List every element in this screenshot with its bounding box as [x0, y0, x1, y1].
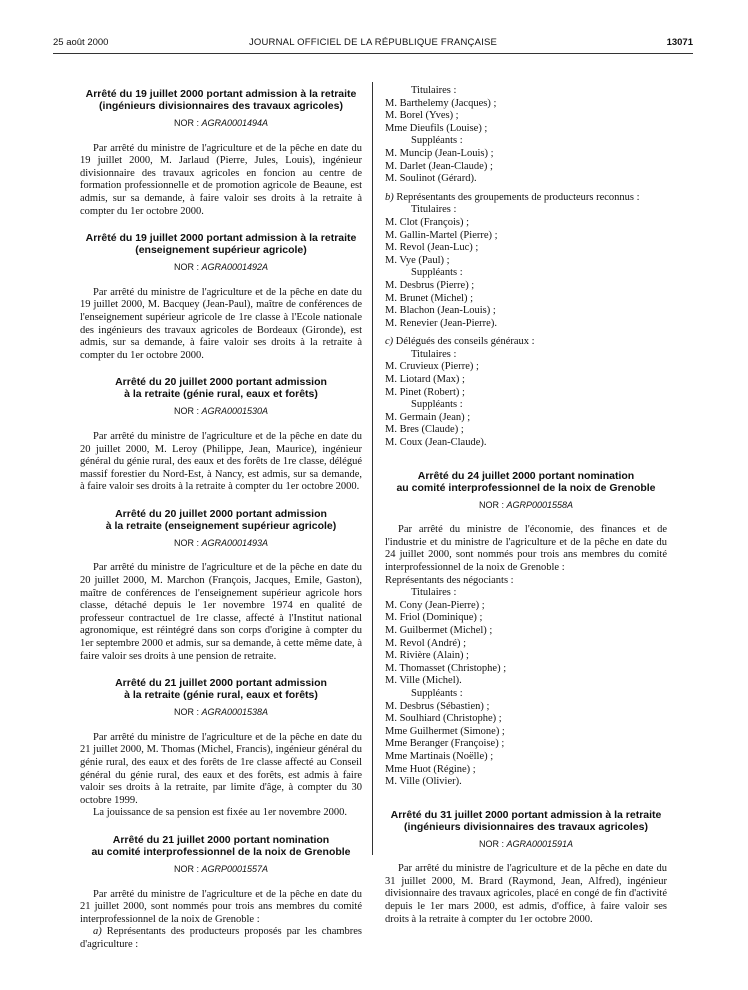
decree-body: Par arrêté du ministre de l'agriculture et de la pêche en date du 20 juillet 2000, M. Marchon (François, Jacques, Emile, Gaston), maître de conférences de l'enseignement supérieur agricole hors classe, détaché depuis le 1er novembre 1974 en qualité de professeur contractuel de 1re classe, affecté à l'Institut national agronomique, est réintégré dans son corps d'origine à compter du 1er septembre 2000 et admis, sur sa demande, à cette même date, à faire valoir ses droits à une pension de retraite. — [80, 562, 362, 662]
nor-label: NOR : — [173, 406, 199, 417]
nor-reference — [80, 706, 362, 719]
member-name: M. Darlet (Jean-Claude) ; — [385, 160, 493, 172]
member-name: M. Friol (Dominique) ; — [385, 612, 483, 624]
nor-reference — [80, 537, 362, 550]
member-name: M. Cruvieux (Pierre) ; — [385, 361, 479, 373]
spacer — [385, 450, 667, 470]
member-name: Mme Huot (Régine) ; — [385, 763, 476, 775]
decree-title — [80, 88, 362, 112]
titulaires-label: Titulaires : — [411, 85, 457, 96]
category-letter: b) — [385, 191, 394, 203]
decree-body: Par arrêté du ministre de l'agriculture et de la pêche en date du 19 juillet 2000, M. Jarlaud (Pierre, Jules, Louis), ingénieur divisionnaire des travaux agricoles en foncion au centre de formation professionnelle et de promotion agricole de Beaune, est admis, sur sa demande, à faire valoir ses droits à la retraite à compter du 1er octobre 2000. — [80, 142, 362, 217]
titulaires-label: Titulaires : — [411, 348, 457, 360]
decree-body: Par arrêté du ministre de l'agriculture et de la pêche en date du 19 juillet 2000, M. Bacquey (Jean-Paul), maître de conférences de l'enseignement supérieur agricole de 1re classe à l'Ecole nationale des ingénieurs des travaux agricoles de Bordeaux (Gironde), est admis, sur sa demande, à faire valoir ses droits à la retraite à compter du 1er octobre 2000. — [80, 286, 362, 361]
decree-title-line: Arrêté du 19 juillet 2000 portant admission à la retraite — [85, 88, 357, 100]
decree-title-line: (ingénieurs divisionnaires des travaux agricoles) — [404, 820, 648, 833]
member-name: M. Coux (Jean-Claude). — [385, 437, 487, 449]
member-name: M. Liotard (Max) ; — [385, 374, 465, 386]
suppleants-label: Suppléants : — [411, 687, 463, 699]
header-rule — [53, 53, 693, 54]
member-name: M. Soulinot (Gérard). — [385, 173, 477, 185]
nor-code: AGRA0001530A — [201, 406, 269, 417]
category-text: Représentants des groupements de producteurs reconnus : — [396, 191, 640, 203]
suppleants-label: Suppléants : — [411, 399, 463, 411]
decree-title-line: Arrêté du 21 juillet 2000 portant nomination — [112, 833, 330, 846]
member-name: M. Blachon (Jean-Louis) ; — [385, 305, 496, 317]
member-list-b — [385, 192, 667, 331]
decree-section — [80, 232, 362, 362]
suppleants-label: Suppléants : — [411, 267, 463, 279]
nor-reference — [385, 838, 667, 851]
category-heading — [385, 336, 667, 349]
representatives-label: Représentants des négociants : — [385, 574, 514, 586]
member-name: M. Ville (Michel). — [385, 675, 462, 687]
member-name: M. Renevier (Jean-Pierre). — [385, 317, 497, 329]
decree-title-line: Arrêté du 24 juillet 2000 portant nomination — [417, 469, 635, 482]
member-name: M. Revol (André) ; — [385, 637, 467, 649]
nor-label: NOR : — [173, 707, 199, 718]
decree-title-line: au comité interprofessionnel de la noix de Grenoble — [91, 845, 351, 858]
decree-title-line: (enseignement supérieur agricole) — [135, 244, 307, 257]
decree-body: Par arrêté du ministre de l'agriculture et de la pêche en date du 20 juillet 2000, M. Leroy (Philippe, Jean, Maurice), ingénieur général du génie rural, des eaux et des forêts de 1re classe, délégué massif forestier du Nord-Est, à Nancy, est admis, sur sa demande, à faire valoir ses droits à la retraite à compter du 1er octobre 2000. — [80, 430, 362, 493]
nor-label: NOR : — [478, 499, 504, 510]
member-list-a — [385, 85, 667, 186]
nor-code: AGRA0001591A — [506, 838, 574, 849]
nor-label: NOR : — [173, 863, 199, 874]
nor-label: NOR : — [173, 262, 199, 273]
decree-body: Par arrêté du ministre de l'économie, des finances et de l'industrie et du ministre de l'agriculture et de la pêche en date du 24 juillet 2000, sont nommés pour trois ans membres du comité interprofessionnel de la noix de Grenoble : — [385, 524, 667, 573]
nor-code: AGRA0001492A — [201, 262, 269, 273]
issue-date: 25 août 2000 — [53, 37, 109, 48]
nor-reference — [80, 863, 362, 876]
decree-title-line: Arrêté du 21 juillet 2000 portant admission — [115, 677, 327, 690]
right-column — [385, 85, 667, 940]
member-name: Mme Martinais (Noëlle) ; — [385, 750, 494, 762]
member-name: M. Germain (Jean) ; — [385, 411, 471, 423]
decree-title — [80, 376, 362, 400]
member-name: M. Desbrus (Sébastien) ; — [385, 700, 490, 712]
decree-section — [80, 834, 362, 952]
member-name: M. Cony (Jean-Pierre) ; — [385, 599, 485, 611]
decree-title-line: Arrêté du 19 juillet 2000 portant admission à la retraite — [85, 232, 357, 245]
decree-title — [80, 232, 362, 256]
left-column — [80, 88, 362, 966]
decree-title-line: au comité interprofessionnel de la noix de Grenoble — [396, 481, 656, 494]
member-name: M. Ville (Olivier). — [385, 776, 462, 788]
decree-body: Par arrêté du ministre de l'agriculture et de la pêche en date du 21 juillet 2000, M. Thomas (Michel, Francis), ingénieur général du génie rural, des eaux et des forêts de 1re classe affecté au Conseil général du génie rural, des eaux et des forêts, est admis à faire valoir ses droits à la retraite, par limite d'âge, à compter du 30 octobre 1999. — [80, 731, 362, 806]
nor-label: NOR : — [478, 838, 504, 849]
decree-title — [385, 809, 667, 833]
decree-title-line: Arrêté du 20 juillet 2000 portant admission — [115, 376, 327, 389]
category-text: Délégués des conseils généraux : — [395, 336, 535, 348]
member-name: M. Gallin-Martel (Pierre) ; — [385, 229, 498, 241]
decree-title-line: à la retraite (génie rural, eaux et forêts) — [124, 689, 318, 702]
nor-code: AGRA0001494A — [201, 118, 269, 128]
member-name: Mme Dieufils (Louise) ; — [385, 122, 488, 134]
member-name: M. Revol (Jean-Luc) ; — [385, 242, 479, 254]
category-heading — [80, 926, 362, 951]
nor-reference — [385, 499, 667, 512]
category-letter: a) — [93, 926, 102, 938]
member-name: M. Guilbermet (Michel) ; — [385, 624, 493, 636]
page-number: 13071 — [666, 37, 693, 48]
nor-code: AGRP0001558A — [506, 499, 574, 510]
decree-body-note: La jouissance de sa pension est fixée au 1er novembre 2000. — [93, 807, 347, 819]
member-name: M. Clot (François) ; — [385, 216, 469, 228]
nor-code: AGRP0001557A — [201, 863, 269, 874]
decree-section — [80, 677, 362, 820]
nor-code: AGRA0001493A — [201, 537, 269, 548]
member-name: M. Muncip (Jean-Louis) ; — [385, 147, 494, 159]
decree-section — [385, 470, 667, 789]
decree-title — [80, 677, 362, 701]
titulaires-label: Titulaires : — [411, 204, 457, 216]
nor-reference — [80, 117, 362, 130]
nor-label: NOR : — [173, 118, 199, 128]
member-name: M. Brunet (Michel) ; — [385, 292, 474, 304]
category-text: Représentants des producteurs proposés par les chambres d'agriculture : — [80, 926, 363, 950]
decree-title-line: à la retraite (génie rural, eaux et forêts) — [124, 388, 318, 401]
member-name: M. Desbrus (Pierre) ; — [385, 279, 475, 291]
nor-code: AGRA0001538A — [201, 707, 269, 718]
member-list-c — [385, 336, 667, 449]
member-name: Mme Beranger (Françoise) ; — [385, 738, 505, 750]
nor-reference — [80, 261, 362, 274]
nor-label: NOR : — [173, 537, 199, 548]
page-header — [53, 35, 693, 51]
decree-body: Par arrêté du ministre de l'agriculture et de la pêche en date du 31 juillet 2000, M. Brard (Raymond, Jean, Alfred), ingénieur divisionnaire des travaux agricoles, placé en congé de fin d'activité depuis le 1er mars 2000, est admis, d'office, à faire valoir ses droits à la retraite à compter du 1er octobre 2000. — [385, 863, 667, 925]
category-heading — [385, 192, 667, 205]
decree-section — [385, 809, 667, 927]
category-letter: c) — [385, 336, 394, 348]
decree-title — [80, 834, 362, 858]
member-name: M. Pinet (Robert) ; — [385, 386, 465, 398]
titulaires-label: Titulaires : — [411, 587, 457, 599]
decree-title — [80, 508, 362, 532]
member-name: M. Bres (Claude) ; — [385, 424, 464, 436]
member-name: M. Soulhiard (Christophe) ; — [385, 713, 502, 725]
decree-title — [385, 470, 667, 494]
member-name: M. Barthelemy (Jacques) ; — [385, 97, 497, 109]
decree-section — [80, 376, 362, 494]
member-name: M. Borel (Yves) ; — [385, 110, 459, 122]
nor-reference — [80, 405, 362, 418]
member-name: Mme Guilhermet (Simone) ; — [385, 725, 505, 737]
decree-title-line: Arrêté du 31 juillet 2000 portant admission à la retraite — [390, 808, 662, 821]
journal-title: JOURNAL OFFICIEL DE LA RÉPUBLIQUE FRANÇAISE — [248, 37, 498, 48]
member-name: M. Vye (Paul) ; — [385, 254, 450, 266]
member-name: M. Rivière (Alain) ; — [385, 650, 469, 662]
decree-section — [80, 508, 362, 663]
decree-body: Par arrêté du ministre de l'agriculture et de la pêche en date du 21 juillet 2000, sont nommés pour trois ans membres du comité interprofessionnel de la noix de Grenoble : — [80, 888, 362, 925]
member-name: M. Thomasset (Christophe) ; — [385, 662, 507, 674]
decree-title-line: (ingénieurs divisionnaires des travaux agricoles) — [99, 100, 343, 112]
suppleants-label: Suppléants : — [411, 135, 463, 147]
decree-title-line: Arrêté du 20 juillet 2000 portant admission — [115, 507, 327, 520]
decree-title-line: à la retraite (enseignement supérieur agricole) — [105, 519, 337, 532]
decree-section — [80, 88, 362, 218]
column-divider — [372, 82, 373, 855]
